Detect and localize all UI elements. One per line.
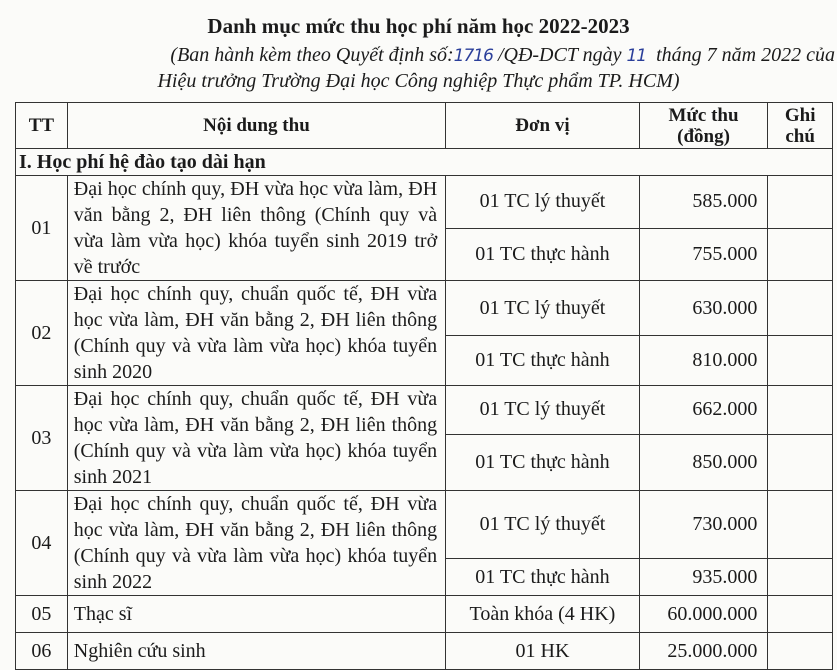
subtitle-prefix: (Ban hành kèm theo Quyết định số: xyxy=(170,44,454,66)
handwritten-day: 11 xyxy=(626,46,647,66)
row-amount: 585.000 xyxy=(639,176,768,229)
row-note xyxy=(768,491,833,559)
header-content: Nội dung thu xyxy=(67,103,445,149)
row-unit: 01 TC lý thuyết xyxy=(446,491,640,559)
header-tt: TT xyxy=(16,103,68,149)
row-number: 04 xyxy=(16,491,68,596)
row-note xyxy=(768,336,833,386)
document-title: Danh mục mức thu học phí năm học 2022-2023 xyxy=(207,14,630,38)
table-header-row xyxy=(16,103,833,149)
row-unit: 01 TC thực hành xyxy=(446,336,640,386)
row-unit: 01 TC lý thuyết xyxy=(446,281,640,336)
row-note xyxy=(768,559,833,596)
row-amount: 25.000.000 xyxy=(639,633,768,670)
row-note xyxy=(768,281,833,336)
row-number: 01 xyxy=(16,176,68,281)
row-amount: 630.000 xyxy=(639,281,768,336)
handwritten-decision-number: 1716 xyxy=(453,46,493,66)
subtitle-suffix: tháng 7 năm 2022 của xyxy=(656,44,835,66)
document-subtitle-line2: Hiệu trưởng Trường Đại học Công nghiệp Thực phẩm TP. HCM) xyxy=(157,70,680,92)
row-note xyxy=(768,633,833,670)
table-row xyxy=(16,281,833,336)
row-unit: 01 TC thực hành xyxy=(446,434,640,490)
row-amount: 755.000 xyxy=(639,228,768,281)
row-number: 02 xyxy=(16,281,68,386)
row-amount: 935.000 xyxy=(639,559,768,596)
tuition-fee-table xyxy=(15,102,833,670)
document-subtitle-line1 xyxy=(30,44,837,67)
row-content: Nghiên cứu sinh xyxy=(67,633,445,670)
row-unit: 01 HK xyxy=(446,633,640,670)
row-note xyxy=(768,434,833,490)
row-unit: 01 TC lý thuyết xyxy=(446,176,640,229)
header-note: Ghi chú xyxy=(768,103,833,149)
row-content: Thạc sĩ xyxy=(67,596,445,633)
header-amount: Mức thu (đồng) xyxy=(639,103,768,149)
row-note xyxy=(768,228,833,281)
row-unit: 01 TC thực hành xyxy=(446,559,640,596)
row-amount: 730.000 xyxy=(639,491,768,559)
row-number: 03 xyxy=(16,386,68,491)
row-unit: 01 TC lý thuyết xyxy=(446,386,640,435)
row-amount: 850.000 xyxy=(639,434,768,490)
row-content: Đại học chính quy, chuẩn quốc tế, ĐH vừa học vừa làm, ĐH văn bằng 2, ĐH liên thông (Chính quy và vừa làm vừa học) khóa tuyển sinh 2022 xyxy=(67,491,445,596)
subtitle-mid: /QĐ-DCT ngày xyxy=(497,44,622,66)
table-row xyxy=(16,596,833,633)
row-note xyxy=(768,386,833,435)
row-unit: 01 TC thực hành xyxy=(446,228,640,281)
row-number: 05 xyxy=(16,596,68,633)
row-amount: 810.000 xyxy=(639,336,768,386)
row-amount: 60.000.000 xyxy=(639,596,768,633)
table-row xyxy=(16,176,833,229)
table-row xyxy=(16,491,833,559)
section-row xyxy=(16,149,833,176)
row-content: Đại học chính quy, chuẩn quốc tế, ĐH vừa học vừa làm, ĐH văn bằng 2, ĐH liên thông (Chính quy và vừa làm vừa học) khóa tuyển sinh 2020 xyxy=(67,281,445,386)
section-title: I. Học phí hệ đào tạo dài hạn xyxy=(16,149,833,176)
row-amount: 662.000 xyxy=(639,386,768,435)
header-unit: Đơn vị xyxy=(446,103,640,149)
table-row xyxy=(16,633,833,670)
row-note xyxy=(768,176,833,229)
row-content: Đại học chính quy, ĐH vừa học vừa làm, ĐH văn bằng 2, ĐH liên thông (Chính quy và vừa làm vừa học) khóa tuyển sinh 2019 trở về trước xyxy=(67,176,445,281)
row-note xyxy=(768,596,833,633)
row-unit: Toàn khóa (4 HK) xyxy=(446,596,640,633)
row-content: Đại học chính quy, chuẩn quốc tế, ĐH vừa học vừa làm, ĐH văn bằng 2, ĐH liên thông (Chính quy và vừa làm vừa học) khóa tuyển sinh 2021 xyxy=(67,386,445,491)
row-number: 06 xyxy=(16,633,68,670)
table-row xyxy=(16,386,833,435)
